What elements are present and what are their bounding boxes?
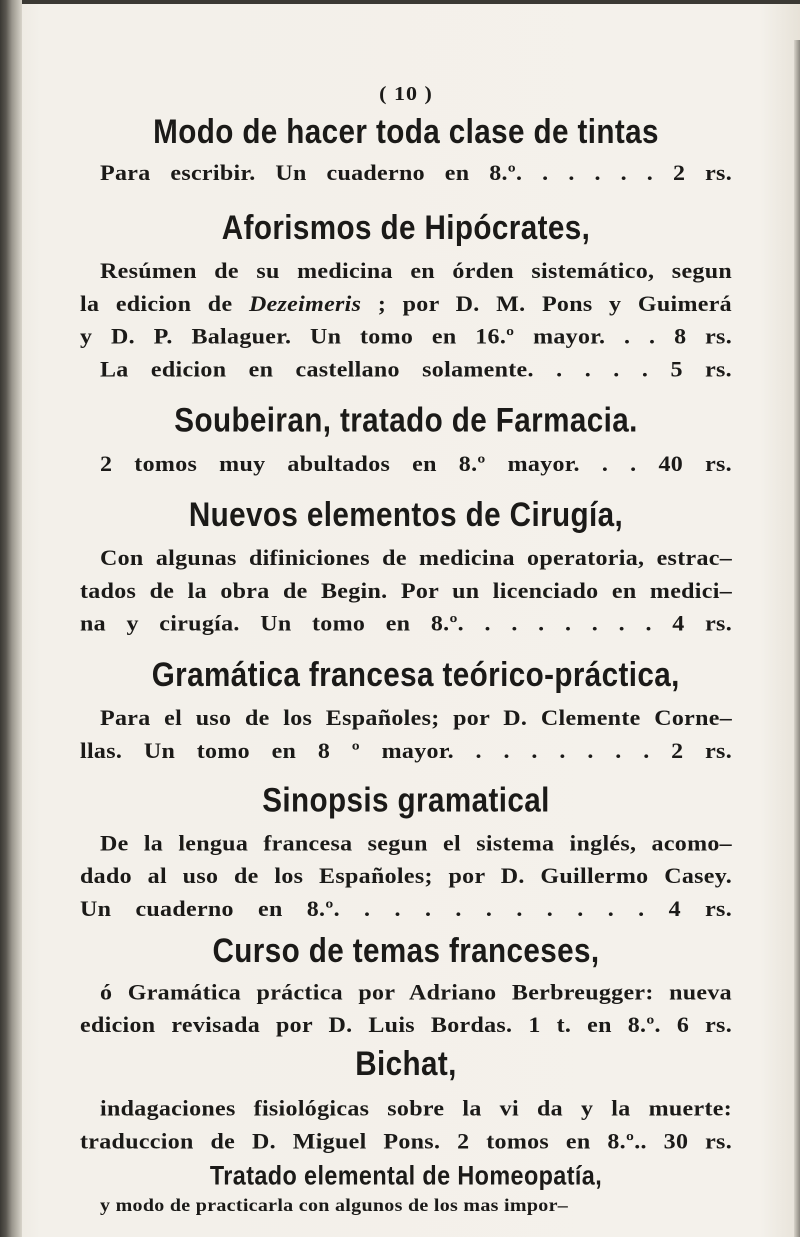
right-edge — [794, 40, 800, 1237]
entry-line-italic: Dezeimeris — [248, 292, 362, 317]
entry-line: ó Gramática práctica por Adriano Berbreugger: nueva — [100, 981, 732, 1005]
entry-line: edicion revisada por D. Luis Bordas. 1 t. en 8.º. 6 rs. — [80, 1013, 732, 1038]
entry-heading: Aforismos de Hipócrates, — [221, 209, 591, 248]
entry-line: na y cirugía. Un tomo en 8.º. . . . . . . . 4 rs. — [80, 612, 732, 637]
entry-line: Resúmen de su medicina en órden sistemático, segun — [100, 260, 732, 284]
entry-line-part: ; por D. M. Pons y Guimerá — [361, 292, 732, 317]
entry-heading: Soubeiran, tratado de Farmacia. — [174, 401, 638, 440]
entry-line-with-italic — [80, 293, 732, 318]
entry-line: Para escribir. Un cuaderno en 8.º. . . . . . 2 rs. — [100, 161, 732, 186]
entry-heading: Nuevos elementos de Cirugía, — [188, 496, 624, 535]
entry-line: Para el uso de los Españoles; por D. Clemente Corne– — [100, 706, 732, 731]
entry-line: Un cuaderno en 8.º. . . . . . . . . . . 4 rs. — [80, 897, 732, 922]
page-number: ( 10 ) — [379, 82, 433, 105]
entry-line: llas. Un tomo en 8 º mayor. . . . . . . . 2 rs. — [80, 739, 732, 764]
entry-line: y modo de practicarla con algunos de los mas impor– — [100, 1195, 569, 1216]
entry-heading: Tratado elemental de Homeopatía, — [209, 1161, 603, 1192]
entry-line: Con algunas difiniciones de medicina operatoria, estrac– — [100, 547, 732, 571]
entry-heading: Modo de hacer toda clase de tintas — [153, 112, 659, 152]
entry-line: tados de la obra de Begin. Por un licenciado en medici– — [80, 579, 732, 604]
entry-heading: Curso de temas franceses, — [212, 932, 600, 971]
entry-line: dado al uso de los Españoles; por D. Guillermo Casey. — [80, 864, 732, 889]
top-edge — [0, 0, 800, 4]
entry-line: y D. P. Balaguer. Un tomo en 16.º mayor. . . 8 rs. — [80, 325, 732, 350]
entry-line-part: la edicion de — [80, 292, 249, 317]
book-binding — [0, 0, 22, 1237]
entry-line: traduccion de D. Miguel Pons. 2 tomos en 8.º.. 30 rs. — [80, 1130, 732, 1154]
entry-line: indagaciones fisiológicas sobre la vi da y la muerte: — [100, 1097, 732, 1122]
entry-line: De la lengua francesa segun el sistema inglés, acomo– — [100, 832, 732, 856]
entry-heading: Bichat, — [355, 1044, 457, 1083]
entry-heading: Sinopsis gramatical — [262, 781, 550, 820]
entry-line: La edicion en castellano solamente. . . . . 5 rs. — [100, 358, 732, 382]
entry-heading: Gramática francesa teórico-práctica, — [151, 656, 680, 695]
entry-line: 2 tomos muy abultados en 8.º mayor. . . 40 rs. — [100, 452, 732, 477]
